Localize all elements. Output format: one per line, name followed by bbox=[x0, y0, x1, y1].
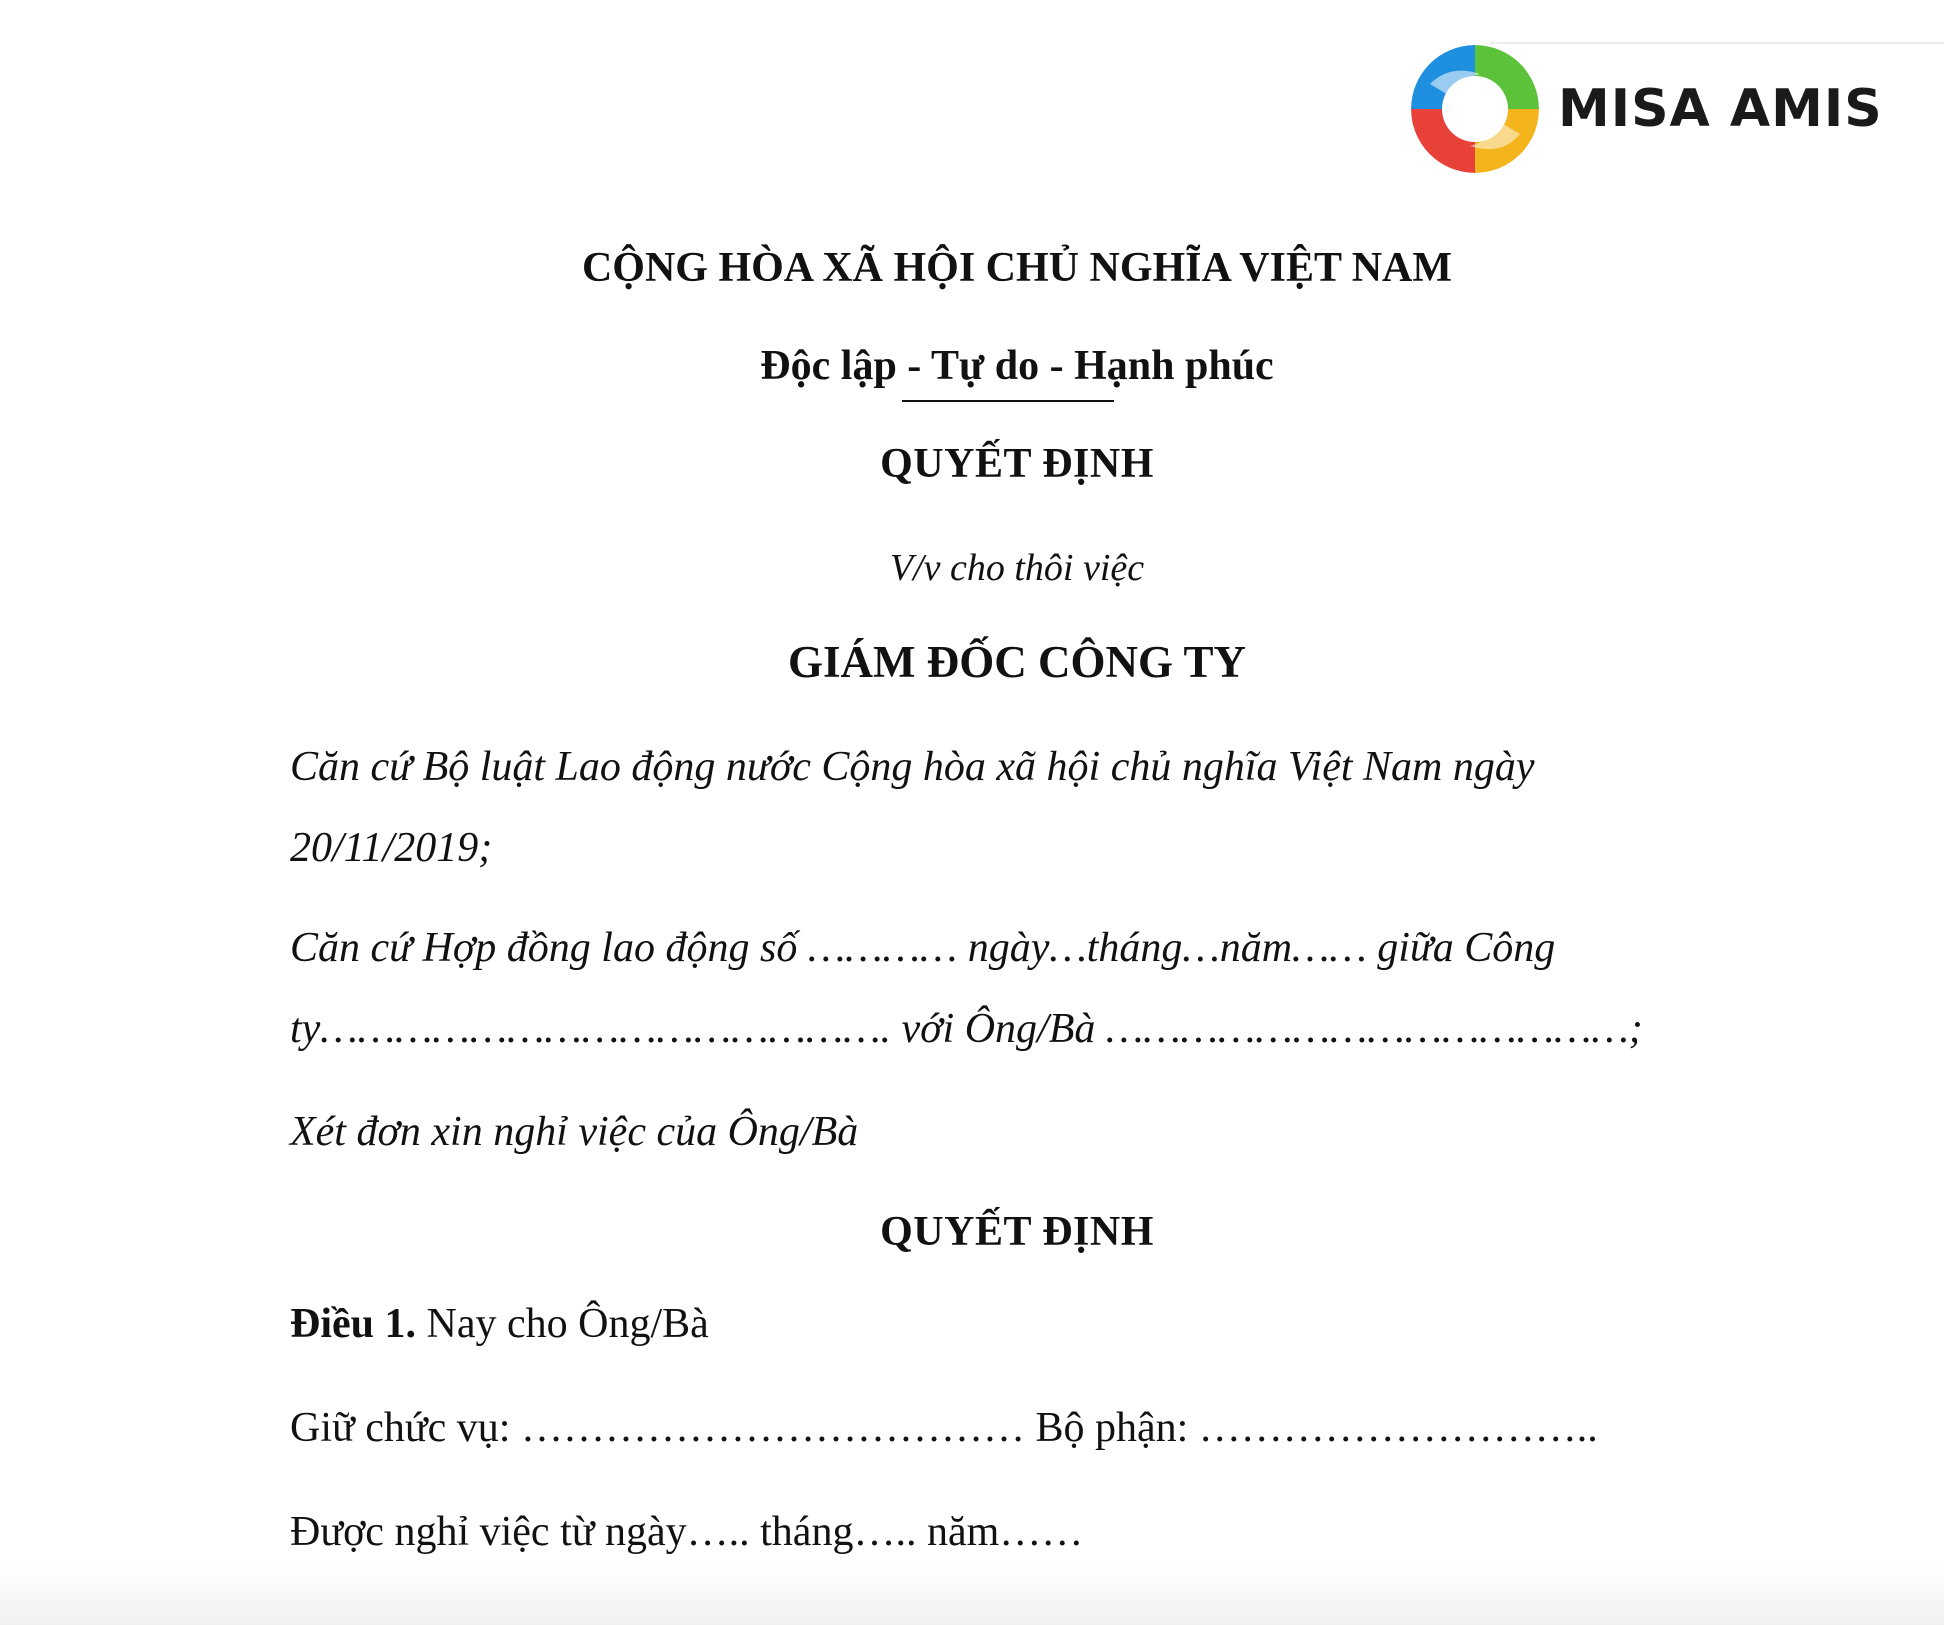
position-line: Giữ chức vụ: ……………………………… Bộ phận: ……………………….. bbox=[290, 1405, 1598, 1451]
motto-underline bbox=[902, 400, 1114, 402]
brand-logo bbox=[1410, 44, 1883, 174]
basis-contract-line-2: ty………………………………………. với Ông/Bà ……………………………………; bbox=[290, 1006, 1643, 1052]
article-1-text: Nay cho Ông/Bà bbox=[416, 1301, 709, 1347]
brand-name: MISA AMIS bbox=[1558, 79, 1883, 139]
basis-request: Xét đơn xin nghỉ việc của Ông/Bà bbox=[290, 1109, 859, 1155]
decision-title: QUYẾT ĐỊNH bbox=[880, 441, 1154, 487]
basis-contract-line-1: Căn cứ Hợp đồng lao động số ………… ngày…tháng…năm…… giữa Công bbox=[290, 925, 1556, 971]
article-1 bbox=[290, 1300, 709, 1348]
leave-date-line: Được nghỉ việc từ ngày….. tháng….. năm…… bbox=[290, 1509, 1084, 1555]
misa-swirl-logo-icon bbox=[1410, 44, 1540, 174]
articles-title: QUYẾT ĐỊNH bbox=[880, 1209, 1154, 1255]
bottom-shadow bbox=[0, 1565, 1944, 1625]
nation-heading: CỘNG HÒA XÃ HỘI CHỦ NGHĨA VIỆT NAM bbox=[581, 245, 1453, 291]
basis-contract bbox=[290, 908, 1730, 1070]
article-1-label: Điều 1. bbox=[290, 1301, 416, 1347]
decision-subject: V/v cho thôi việc bbox=[889, 547, 1145, 589]
motto: Độc lập - Tự do - Hạnh phúc bbox=[760, 343, 1274, 389]
basis-labor-code: Căn cứ Bộ luật Lao động nước Cộng hòa xã hội chủ nghĩa Việt Nam ngày 20/11/2019; bbox=[290, 744, 1535, 871]
motto-line bbox=[0, 342, 1944, 390]
issuer-heading: GIÁM ĐỐC CÔNG TY bbox=[788, 637, 1246, 687]
